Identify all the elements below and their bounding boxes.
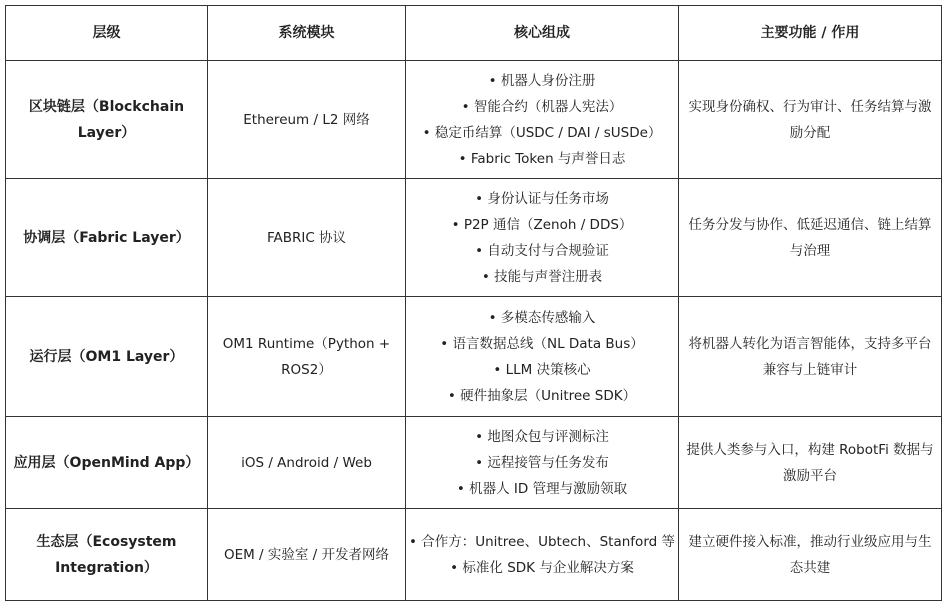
header-function: 主要功能 / 作用 <box>679 6 942 61</box>
table-row <box>6 297 942 417</box>
component-item: • 稳定币结算（USDC / DAI / sUSDe） <box>422 124 662 141</box>
component-item: • 机器人 ID 管理与激励领取 <box>456 480 628 497</box>
component-item: • 技能与声誉注册表 <box>481 268 603 285</box>
module-cell: FABRIC 协议 <box>208 179 406 297</box>
header-row <box>6 6 942 61</box>
module-cell: Ethereum / L2 网络 <box>208 61 406 179</box>
function-cell: 将机器人转化为语言智能体，支持多平台兼容与上链审计 <box>679 297 942 417</box>
component-item: • 硬件抽象层（Unitree SDK） <box>447 387 637 404</box>
component-item: • 语言数据总线（NL Data Bus） <box>440 335 644 352</box>
component-item: • 地图众包与评测标注 <box>475 428 609 445</box>
module-cell: OM1 Runtime（Python + ROS2） <box>208 297 406 417</box>
module-cell: iOS / Android / Web <box>208 417 406 509</box>
header-components: 核心组成 <box>406 6 679 61</box>
function-cell: 实现身份确权、行为审计、任务结算与激励分配 <box>679 61 942 179</box>
component-item: • 合作方：Unitree、Ubtech、Stanford 等 <box>408 533 675 550</box>
function-cell: 建立硬件接入标准，推动行业级应用与生态共建 <box>679 509 942 601</box>
component-item: • LLM 决策核心 <box>493 361 591 378</box>
layer-cell: 运行层（OM1 Layer） <box>6 297 208 417</box>
function-cell: 提供人类参与入口，构建 RobotFi 数据与激励平台 <box>679 417 942 509</box>
components-cell <box>406 61 679 179</box>
component-item: • 自动支付与合规验证 <box>475 242 609 259</box>
components-cell <box>406 297 679 417</box>
table-row <box>6 509 942 601</box>
layer-cell: 协调层（Fabric Layer） <box>6 179 208 297</box>
architecture-table <box>5 5 942 601</box>
component-item: • 多模态传感输入 <box>488 309 596 326</box>
component-item: • Fabric Token 与声誉日志 <box>458 150 626 167</box>
function-cell: 任务分发与协作、低延迟通信、链上结算与治理 <box>679 179 942 297</box>
component-item: • 智能合约（机器人宪法） <box>461 98 623 115</box>
component-item: • 身份认证与任务市场 <box>475 190 609 207</box>
layer-cell: 应用层（OpenMind App） <box>6 417 208 509</box>
layer-cell: 区块链层（Blockchain Layer） <box>6 61 208 179</box>
component-item: • 机器人身份注册 <box>488 72 596 89</box>
component-item: • 标准化 SDK 与企业解决方案 <box>450 559 634 576</box>
components-cell <box>406 417 679 509</box>
table-row <box>6 61 942 179</box>
header-module: 系统模块 <box>208 6 406 61</box>
components-cell <box>406 509 679 601</box>
layer-cell: 生态层（Ecosystem Integration） <box>6 509 208 601</box>
header-layer: 层级 <box>6 6 208 61</box>
architecture-table-container <box>5 5 941 601</box>
component-item: • P2P 通信（Zenoh / DDS） <box>451 216 633 233</box>
table-row <box>6 417 942 509</box>
table-row <box>6 179 942 297</box>
component-item: • 远程接管与任务发布 <box>475 454 609 471</box>
components-cell <box>406 179 679 297</box>
module-cell: OEM / 实验室 / 开发者网络 <box>208 509 406 601</box>
